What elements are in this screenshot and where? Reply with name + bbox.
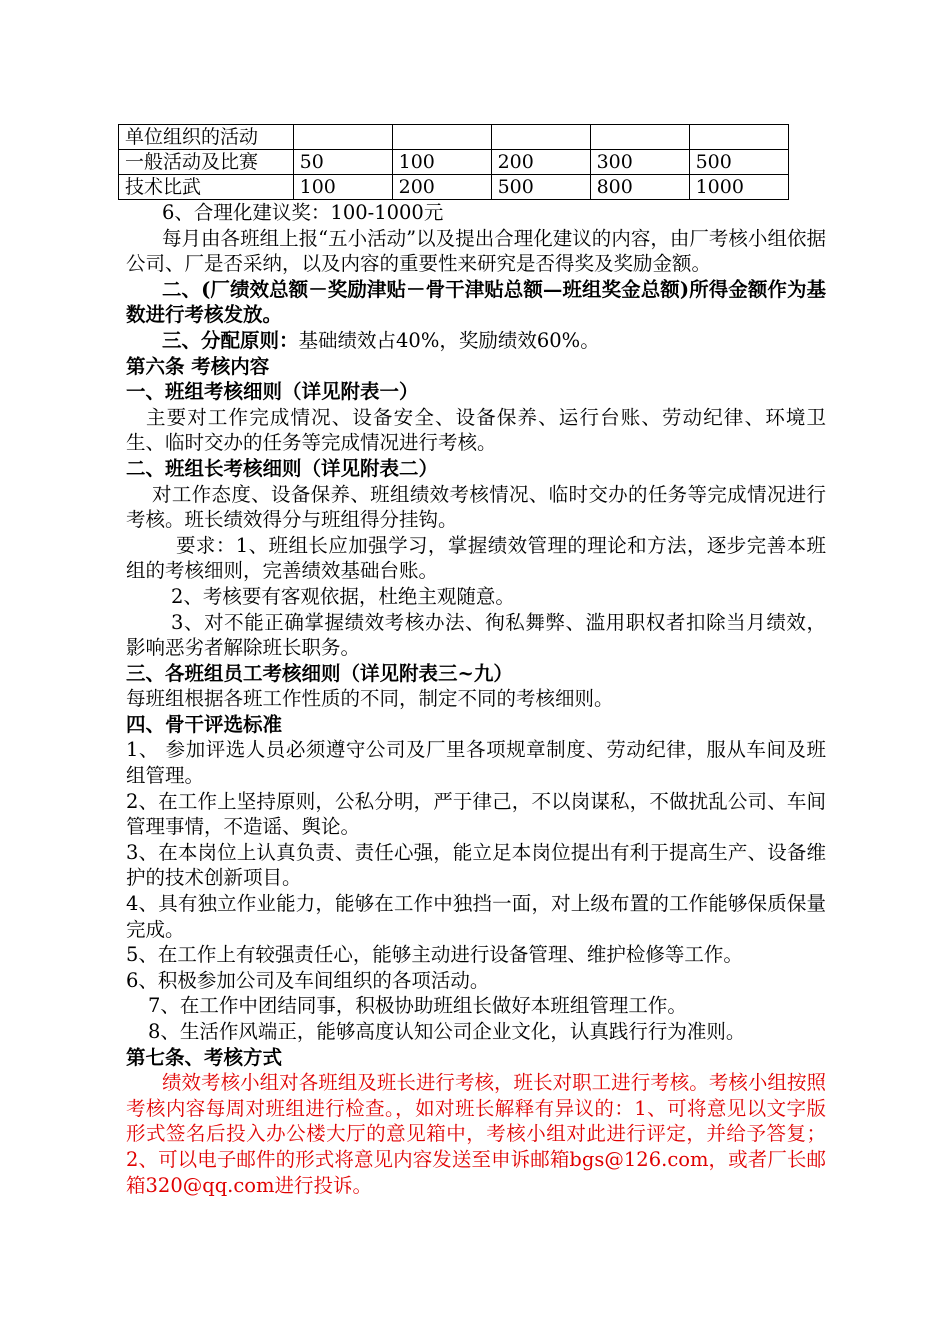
list-item: 2、在工作上坚持原则，公私分明，严于律己，不以岗谋私，不做扰乱公司、车间管理事情，不造谣、舆论。 — [126, 789, 826, 839]
inline-heading: 三、分配原则： — [162, 328, 299, 352]
paragraph: 每月由各班组上报“五小活动”以及提出合理化建议的内容，由厂考核小组依据公司、厂是否采纳，以及内容的重要性来研究是否得奖及奖励金额。 — [126, 226, 826, 276]
table-cell: 300 — [590, 150, 689, 175]
list-item: 4、具有独立作业能力，能够在工作中独挡一面，对上级布置的工作能够保质保量完成。 — [126, 892, 826, 941]
table-cell: 单位组织的活动 — [119, 125, 294, 150]
list-item: 8、生活作风端正，能够高度认知公司企业文化，认真践行行为准则。 — [148, 1020, 746, 1043]
table-cell — [293, 125, 392, 150]
section-heading: 二、班组长考核细则（详见附表二） — [126, 456, 439, 480]
table-cell: 200 — [491, 150, 590, 175]
section-heading: 四、骨干评选标准 — [126, 712, 283, 736]
paragraph: 3、对不能正确掌握绩效考核办法、徇私舞弊、滥用职权者扣除当月绩效，影响恶劣者解除班长职务。 — [126, 610, 826, 660]
table-cell: 200 — [392, 175, 491, 200]
section-heading: 二、(厂绩效总额－奖励津贴－骨干津贴总额—班组奖金总额)所得金额作为基数进行考核发放。 — [126, 277, 826, 327]
paragraph: 绩效考核小组对各班组及班长进行考核，班长对职工进行考核。考核小组按照考核内容每周对班组进行检查。，如对班长解释有异议的：1、可将意见以文字版形式签名后投入办公楼大厅的意见箱中，考核小组对此进行评定，并给予答复；2、可以电子邮件的形式将意见内容发送至申诉邮箱bgs@126.com，或者厂长邮箱320@qq.com进行投诉。 — [126, 1071, 826, 1197]
article-heading: 第六条 考核内容 — [126, 354, 270, 378]
inline-text: 基础绩效占40%，奖励绩效60%。 — [298, 328, 600, 352]
table-cell: 50 — [293, 150, 392, 175]
table-row — [119, 125, 789, 150]
table-cell — [392, 125, 491, 150]
list-item: 7、在工作中团结同事，积极协助班组长做好本班组管理工作。 — [148, 994, 687, 1018]
list-item: 5、在工作上有较强责任心，能够主动进行设备管理、维护检修等工作。 — [126, 943, 743, 967]
table-cell: 500 — [689, 150, 788, 175]
table-cell: 技术比武 — [119, 175, 294, 200]
table-cell — [689, 125, 788, 150]
paragraph: 2、考核要有客观依据，杜绝主观随意。 — [171, 584, 515, 608]
table-row — [119, 175, 789, 200]
list-item: 3、在本岗位上认真负责、责任心强，能立足本岗位提出有利于提高生产、设备维护的技术创新项目。 — [126, 840, 826, 890]
paragraph: 每班组根据各班工作性质的不同，制定不同的考核细则。 — [126, 687, 614, 711]
section-heading: 一、班组考核细则（详见附表一） — [126, 380, 419, 404]
paragraph: 主要对工作完成情况、设备安全、设备保养、运行台账、劳动纪律、环境卫生、临时交办的任务等完成情况进行考核。 — [126, 405, 826, 455]
table-cell: 100 — [293, 175, 392, 200]
table-cell: 800 — [590, 175, 689, 200]
table-row — [119, 150, 789, 175]
table-cell: 100 — [392, 150, 491, 175]
table-cell: 500 — [491, 175, 590, 200]
list-item: 6、积极参加公司及车间组织的各项活动。 — [126, 968, 490, 992]
award-table — [118, 124, 789, 200]
table-cell: 1000 — [689, 175, 788, 200]
section-heading: 三、各班组员工考核细则（详见附表三~九） — [126, 661, 513, 685]
table-cell: 一般活动及比赛 — [119, 150, 294, 175]
table-cell — [491, 125, 590, 150]
document-page — [126, 124, 826, 1198]
paragraph: 要求：1、班组长应加强学习，掌握绩效管理的理论和方法，逐步完善本班组的考核细则，完善绩效基础台账。 — [126, 533, 826, 583]
paragraph: 对工作态度、设备保养、班组绩效考核情况、临时交办的任务等完成情况进行考核。班长绩效得分与班组得分挂钩。 — [126, 482, 826, 532]
table-cell — [590, 125, 689, 150]
paragraph: 6、合理化建议奖：100-1000元 — [162, 201, 444, 224]
article-heading: 第七条、考核方式 — [126, 1045, 283, 1069]
list-item: 1、 参加评选人员必须遵守公司及厂里各项规章制度、劳动纪律，服从车间及班组管理。 — [126, 738, 826, 788]
paragraph — [126, 328, 826, 354]
